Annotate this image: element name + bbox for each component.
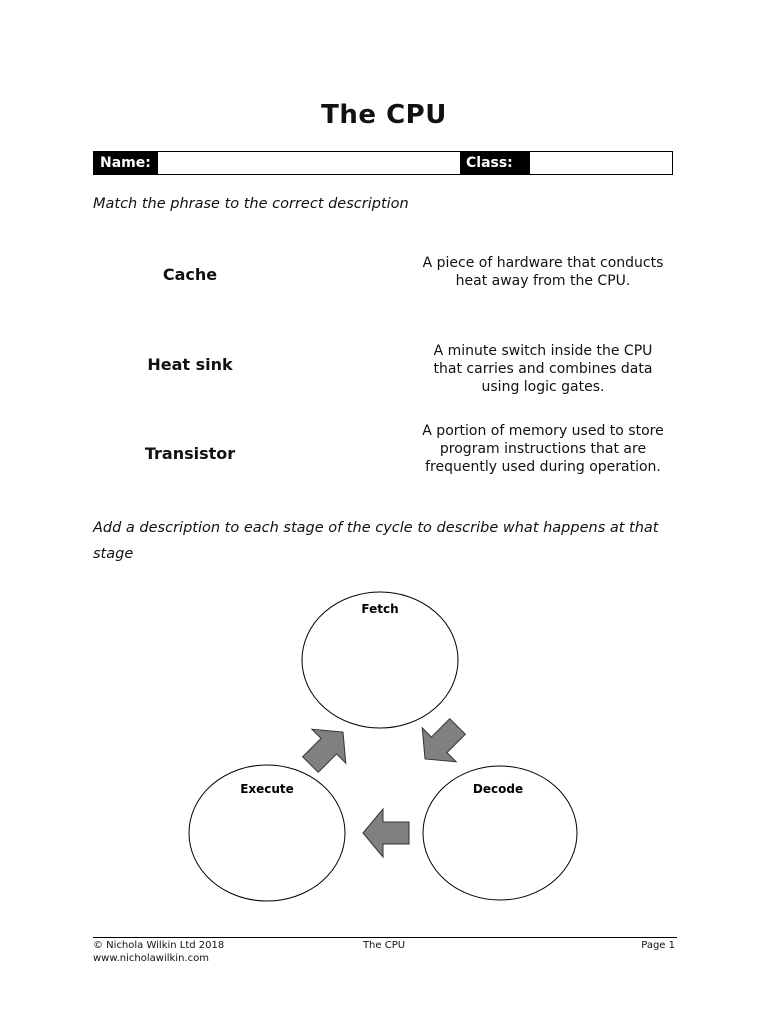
- description-heat-sink[interactable]: A piece of hardware that conducts heat away from the CPU.: [422, 255, 664, 289]
- execute-label: Execute: [240, 782, 294, 796]
- fetch-label: Fetch: [361, 602, 399, 616]
- name-label: Name:: [94, 152, 158, 174]
- decode-label: Decode: [472, 782, 524, 796]
- class-label: Class:: [460, 152, 530, 174]
- cycle-instruction: Add a description to each stage of the cycle to describe what happens at that stage: [93, 520, 659, 562]
- arrow-execute-to-fetch-icon: [293, 715, 359, 781]
- description-cache[interactable]: A portion of memory used to store program instructions that are frequently used during operation.: [422, 423, 664, 475]
- page-title: The CPU: [321, 100, 447, 130]
- term-transistor[interactable]: Transistor: [144, 444, 236, 463]
- class-field[interactable]: [530, 152, 672, 174]
- name-class-bar: [93, 151, 673, 175]
- name-field[interactable]: [158, 152, 460, 174]
- footer-page-number: Page 1: [641, 940, 675, 951]
- description-transistor[interactable]: A minute switch inside the CPU that carries and combines data using logic gates.: [433, 343, 653, 395]
- footer-copyright: © Nichola Wilkin Ltd 2018: [93, 940, 225, 951]
- term-heat-sink[interactable]: Heat sink: [147, 355, 233, 374]
- fetch-decode-execute-diagram: [180, 585, 590, 910]
- footer-doc-title: The CPU: [362, 940, 406, 951]
- footer-divider: [93, 937, 677, 938]
- arrow-decode-to-execute-icon: [363, 809, 409, 857]
- footer-website[interactable]: www.nicholawilkin.com: [93, 953, 209, 964]
- matching-instruction: Match the phrase to the correct description: [93, 196, 409, 212]
- term-cache[interactable]: Cache: [162, 265, 218, 284]
